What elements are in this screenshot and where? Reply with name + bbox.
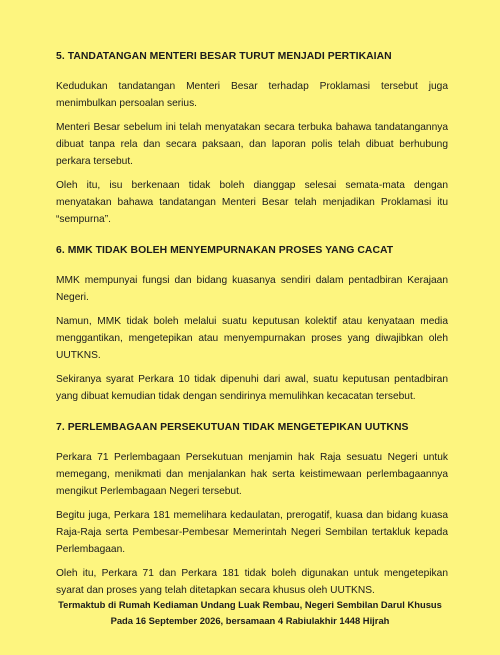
section-7-paragraph-3: Oleh itu, Perkara 71 dan Perkara 181 tidak boleh digunakan untuk mengetepikan syarat dan proses yang telah ditetapkan secara khusus oleh UUTKNS.: [56, 568, 448, 596]
section-6-paragraph-1: MMK mempunyai fungsi dan bidang kuasanya sendiri dalam pentadbiran Kerajaan Negeri.: [56, 275, 448, 303]
section-5-paragraph-3: Oleh itu, isu berkenaan tidak boleh dianggap selesai semata-mata dengan menyatakan bahawa tandatangan Menteri Besar telah menjadikan Proklamasi itu “sempurna”.: [56, 180, 448, 225]
footer-place-line: Termaktub di Rumah Kediaman Undang Luak Rembau, Negeri Sembilan Darul Khusus: [58, 599, 442, 610]
document-footer: [0, 597, 500, 629]
section-5-paragraph-1: Kedudukan tandatangan Menteri Besar terhadap Proklamasi tersebut juga menimbulkan persoalan serius.: [56, 81, 448, 109]
section-5-title: 5. TANDATANGAN MENTERI BESAR TURUT MENJADI PERTIKAIAN: [56, 51, 392, 62]
section-6-title: 6. MMK TIDAK BOLEH MENYEMPURNAKAN PROSES YANG CACAT: [56, 245, 394, 256]
section-7-title: 7. PERLEMBAGAAN PERSEKUTUAN TIDAK MENGETEPIKAN UUTKNS: [56, 422, 409, 433]
section-7-paragraph-2: Begitu juga, Perkara 181 memelihara kedaulatan, prerogatif, kuasa dan bidang kuasa Raja-Raja serta Pembesar-Pembesar Memerintah Negeri Sembilan tertakluk kepada Perlembagaan.: [56, 510, 448, 555]
section-5-paragraph-2: Menteri Besar sebelum ini telah menyatakan secara terbuka bahawa tandatangannya dibuat tanpa rela dan secara paksaan, dan laporan polis telah dibuat berhubung perkara tersebut.: [56, 122, 448, 167]
section-7-paragraph-1: Perkara 71 Perlembagaan Persekutuan menjamin hak Raja sesuatu Negeri untuk memegang, menikmati dan menjalankan hak serta keistimewaan perlembagaannya mengikut Perlembagaan Negeri tersebut.: [56, 452, 448, 497]
footer-date-line: Pada 16 September 2026, bersamaan 4 Rabiulakhir 1448 Hijrah: [110, 615, 390, 626]
document-body: [56, 50, 448, 599]
section-6-paragraph-2: Namun, MMK tidak boleh melalui suatu keputusan kolektif atau kenyataan media menggantikan, mengetepikan atau menyempurnakan proses yang diwajibkan oleh UUTKNS.: [56, 316, 448, 361]
section-6-paragraph-3: Sekiranya syarat Perkara 10 tidak dipenuhi dari awal, suatu keputusan pentadbiran yang dibuat kemudian tidak dengan sendirinya memulihkan kecacatan tersebut.: [56, 374, 448, 402]
